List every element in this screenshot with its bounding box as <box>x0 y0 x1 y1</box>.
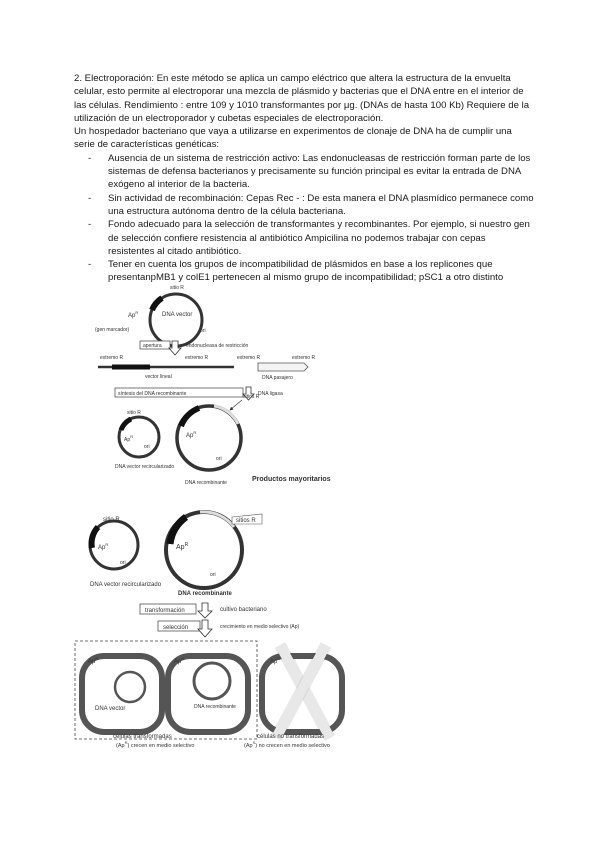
ori-label: ori <box>210 572 216 578</box>
non-transformed-cells <box>244 645 342 749</box>
paragraph-host-requirements: Un hospedador bacteriano que vaya a utilizarse en experimentos de clonaje de DNA ha de cumplir una serie de características genéticas: <box>74 126 512 151</box>
cut-step <box>140 341 248 355</box>
site-top-label: sitio R <box>170 285 184 291</box>
transformed-note: $(Ap^R)$ crecen en medio selectivo <box>116 740 195 749</box>
not-transformed-note: $(Ap^S)$ no crecen en medio selectivo <box>244 740 330 749</box>
cut-enzyme-label: endonucleasa de restricción <box>186 343 249 349</box>
end-r-label: extremo R <box>292 355 316 361</box>
linear-vector-label: vector lineal <box>145 374 172 380</box>
list-item: - Tener en cuenta los grupos de incompatibilidad de plásmidos en base a los replicones que presentanpMB1 y colE1 pertenecen al mismo grupo de incompatibilidad; pSC1 a otro distinto <box>108 258 534 285</box>
end-r-label: extremo R <box>100 355 124 361</box>
growth-label: crecimiento en medio selectivo (Ap) <box>220 624 300 630</box>
synthesis-label: síntesis del DNA recombinante <box>118 391 187 397</box>
ori-label: ori <box>144 444 150 450</box>
paragraph-electroporation: 2. Electroporación: En este método se aplica un campo eléctrico que altera la estructura de la envuelta celular, esto permite al electroporar una mezcla de plásmido y bacterias que el DNA entre en el interior de las células. Rendimiento : entre 109 y 1010 transformantes por μg. (DNAs de hasta 100 Kb) Requiere de la utilización de un electroporador y cubetas especiales de electroporación. <box>74 73 530 124</box>
transformed-label: células transformadas <box>113 734 172 740</box>
down-arrow-icon <box>169 341 181 355</box>
recombinant-label: DNA recombinante <box>185 480 227 486</box>
ap-label: $Ap^R$ <box>88 656 99 665</box>
sites-r-label: sitios R <box>236 518 256 524</box>
linear-fragments <box>98 355 315 381</box>
ap-label: $Ap^R$ <box>176 542 189 551</box>
sites-r-label: sitios R <box>243 394 260 400</box>
ap-label: $Ap^R$ <box>128 310 139 319</box>
end-r-label: extremo R <box>237 355 261 361</box>
passenger-label: DNA pasajero <box>262 375 293 381</box>
major-products-label: Productos mayoritarios <box>252 476 331 483</box>
passenger-dna <box>258 363 308 371</box>
ori-label: ori <box>216 456 222 462</box>
list-item: - Ausencia de un sistema de restricción activo: Las endonucleasas de restricción forman parte de los sistemas de defensa bacterianos y precisamente su función principal es evitar la entrada de DNA exógeno al interior de la bacteria. <box>108 152 534 192</box>
vector-plasmid <box>95 285 206 346</box>
down-arrow-icon <box>198 603 212 618</box>
transformed-cells <box>75 641 257 749</box>
vector-label: DNA vector <box>95 706 126 712</box>
ligase-label: DNA ligasa <box>258 391 283 397</box>
not-transformed-label: células no transformadas <box>257 734 325 740</box>
recircularized-label: DNA vector recircularizado <box>90 582 162 588</box>
ap-label: $Ap^R$ <box>98 542 109 551</box>
vector-label: DNA vector <box>162 312 193 318</box>
cut-label: apertura <box>143 343 162 349</box>
culture-label: cultivo bacteriano <box>220 607 267 613</box>
ap-label: $Ap^R$ <box>124 434 134 443</box>
ap-label: $Ap^S$ <box>270 656 281 665</box>
ori-label: ori <box>120 560 126 566</box>
recombinant-label: DNA recombinante <box>194 704 236 710</box>
products-row-1 <box>115 394 331 486</box>
site-r-label: sitio R <box>127 410 141 416</box>
site-r-label: sitio R <box>103 517 120 523</box>
selection-label: selección <box>163 625 189 631</box>
end-r-label: extremo R <box>185 355 209 361</box>
products-row-2 <box>90 512 262 597</box>
ori-label: ori <box>200 328 206 334</box>
transformation-step <box>140 603 300 637</box>
transformation-label: transformación <box>145 608 185 614</box>
recombinant-label: DNA recombinante <box>178 591 232 597</box>
recircularized-label: DNA vector recircularizado <box>115 464 175 470</box>
ap-label: $Ap^R$ <box>186 430 197 439</box>
ap-label: $Ap^R$ <box>174 656 185 665</box>
gene-marker-label: (gen marcador) <box>95 327 130 333</box>
list-item: - Fondo adecuado para la selección de transformantes y recombinantes. Por ejemplo, si nuestro gen de selección confiere resistencia al antibiótico Ampicilina no podemos trabajar con cepas resistentes al citado antibiótico. <box>108 218 534 258</box>
list-item: - Sin actividad de recombinación: Cepas Rec - : De esta manera el DNA plasmídico permanece como una estructura autónoma dentro de la célula bacteriana. <box>108 192 534 219</box>
